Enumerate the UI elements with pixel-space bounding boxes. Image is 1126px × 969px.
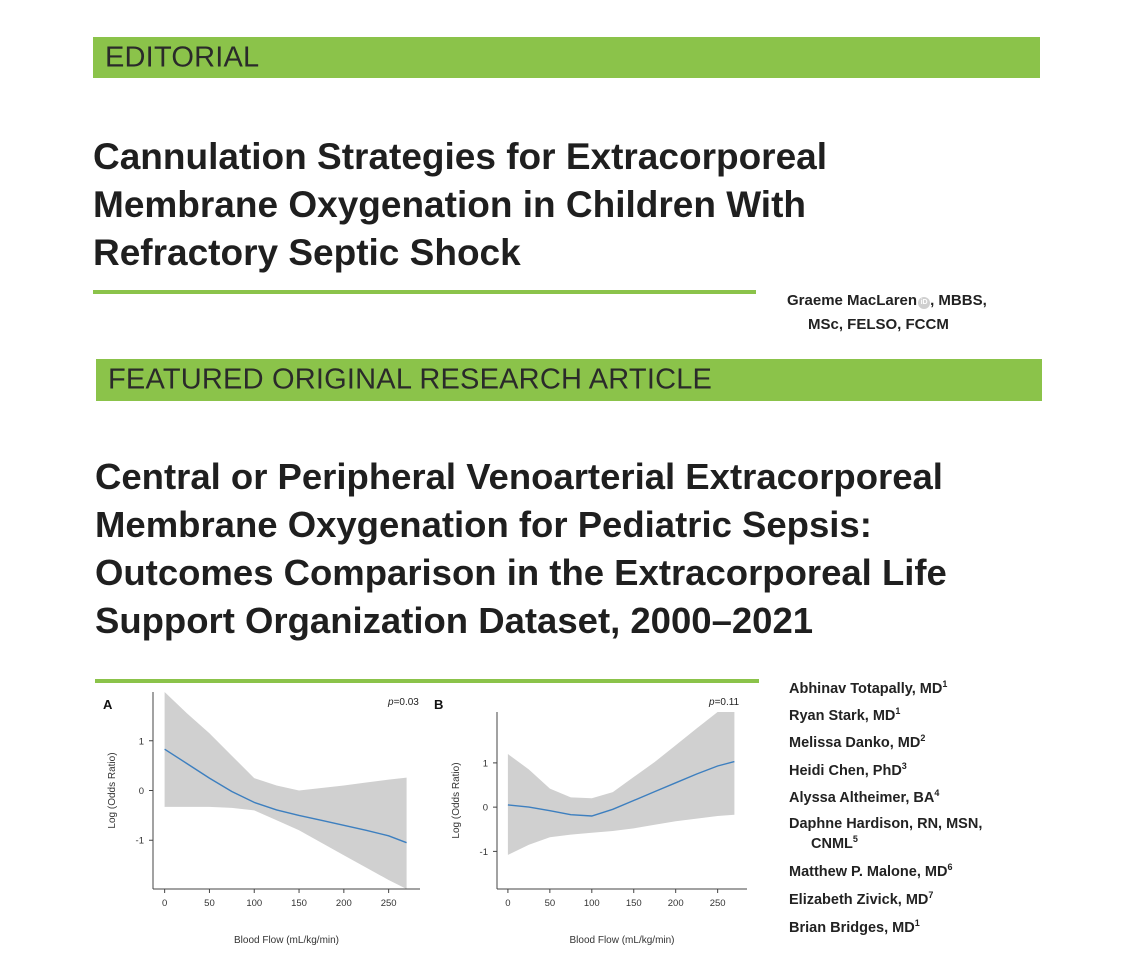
y-tick-label: 0 bbox=[482, 802, 488, 814]
author-item: CNML$^5$ bbox=[811, 834, 858, 852]
article-title-rule bbox=[95, 679, 759, 683]
article-title-line: Membrane Oxygenation for Pediatric Sepsis: bbox=[95, 504, 872, 545]
author-item: Alyssa Altheimer, $BA^4$ bbox=[789, 788, 940, 806]
author-item: Brian Bridges, $MD^1$ bbox=[789, 918, 920, 936]
article-title-line: Support Organization Dataset, 2000–2021 bbox=[95, 600, 814, 641]
figure-panels bbox=[90, 684, 770, 969]
x-tick-label: 200 bbox=[335, 898, 352, 909]
y-tick-label: -1 bbox=[135, 835, 144, 847]
orcid-icon[interactable]: iD bbox=[918, 297, 930, 309]
p-value-label: p=0.03 bbox=[388, 697, 419, 708]
editorial-title-rule bbox=[93, 290, 756, 294]
featured-section-label: FEATURED ORIGINAL RESEARCH ARTICLE bbox=[108, 363, 713, 396]
editorial-title-line: Refractory Septic Shock bbox=[93, 232, 521, 273]
x-tick-label: 100 bbox=[246, 898, 263, 909]
x-tick-label: 150 bbox=[625, 898, 642, 909]
editorial-author-degrees: , MBBS, bbox=[930, 292, 987, 309]
article-title bbox=[95, 453, 947, 645]
author-item: Melissa Danko, $MD^2$ bbox=[789, 733, 926, 751]
editorial-author-name: Graeme MacLaren bbox=[787, 292, 918, 309]
article-title-line: Central or Peripheral Venoarterial Extracorporeal bbox=[95, 456, 943, 497]
author-item: Ryan Stark, $MD^1$ bbox=[789, 706, 901, 724]
x-axis-label: Blood Flow (mL/kg/min) bbox=[569, 935, 675, 946]
x-tick-label: 50 bbox=[204, 898, 215, 909]
editorial-title-line: Cannulation Strategies for Extracorporeal bbox=[93, 136, 828, 177]
x-tick-label: 150 bbox=[291, 898, 307, 909]
x-tick-label: 250 bbox=[709, 898, 726, 909]
panel-b bbox=[434, 697, 747, 946]
y-axis-label: Log (Odds Ratio) bbox=[107, 752, 118, 829]
x-tick-label: 50 bbox=[544, 898, 556, 909]
x-tick-label: 250 bbox=[380, 898, 397, 909]
confidence-band bbox=[165, 692, 407, 889]
editorial-author bbox=[787, 289, 987, 337]
y-axis-label: Log (Odds Ratio) bbox=[451, 762, 462, 839]
panel-letter: A bbox=[103, 697, 113, 712]
author-item: Matthew P. Malone, $MD^6$ bbox=[789, 862, 953, 880]
x-tick-label: 0 bbox=[161, 898, 168, 909]
panel-letter: B bbox=[434, 697, 444, 712]
x-tick-label: 100 bbox=[583, 898, 600, 909]
x-axis-label: Blood Flow (mL/kg/min) bbox=[233, 935, 340, 946]
author-item: Daphne Hardison, RN, MSN, bbox=[789, 816, 983, 832]
author-item: Elizabeth Zivick, $MD^7$ bbox=[789, 890, 934, 908]
editorial-title-line: Membrane Oxygenation in Children With bbox=[93, 184, 807, 225]
y-tick-label: 0 bbox=[138, 786, 144, 797]
featured-section-bar bbox=[96, 359, 1042, 401]
y-tick-label: 1 bbox=[138, 736, 144, 748]
author-item: Abhinav Totapally, $MD^1$ bbox=[789, 679, 948, 697]
author-item: Heidi Chen, PhD$^3$ bbox=[789, 761, 907, 779]
article-title-line: Outcomes Comparison in the Extracorporeal Life bbox=[95, 552, 947, 593]
p-value-label: p=0.11 bbox=[709, 697, 740, 708]
confidence-band bbox=[508, 712, 735, 855]
y-tick-label: 1 bbox=[482, 758, 488, 770]
x-tick-label: 200 bbox=[667, 898, 684, 909]
editorial-section-bar bbox=[93, 37, 1040, 78]
editorial-title bbox=[93, 133, 827, 277]
panel-a bbox=[103, 692, 420, 946]
editorial-author-credentials: MSc, FELSO, FCCM bbox=[808, 316, 949, 333]
editorial-section-label: EDITORIAL bbox=[105, 41, 260, 73]
y-tick-label: -1 bbox=[479, 846, 488, 858]
x-tick-label: 0 bbox=[505, 898, 511, 909]
